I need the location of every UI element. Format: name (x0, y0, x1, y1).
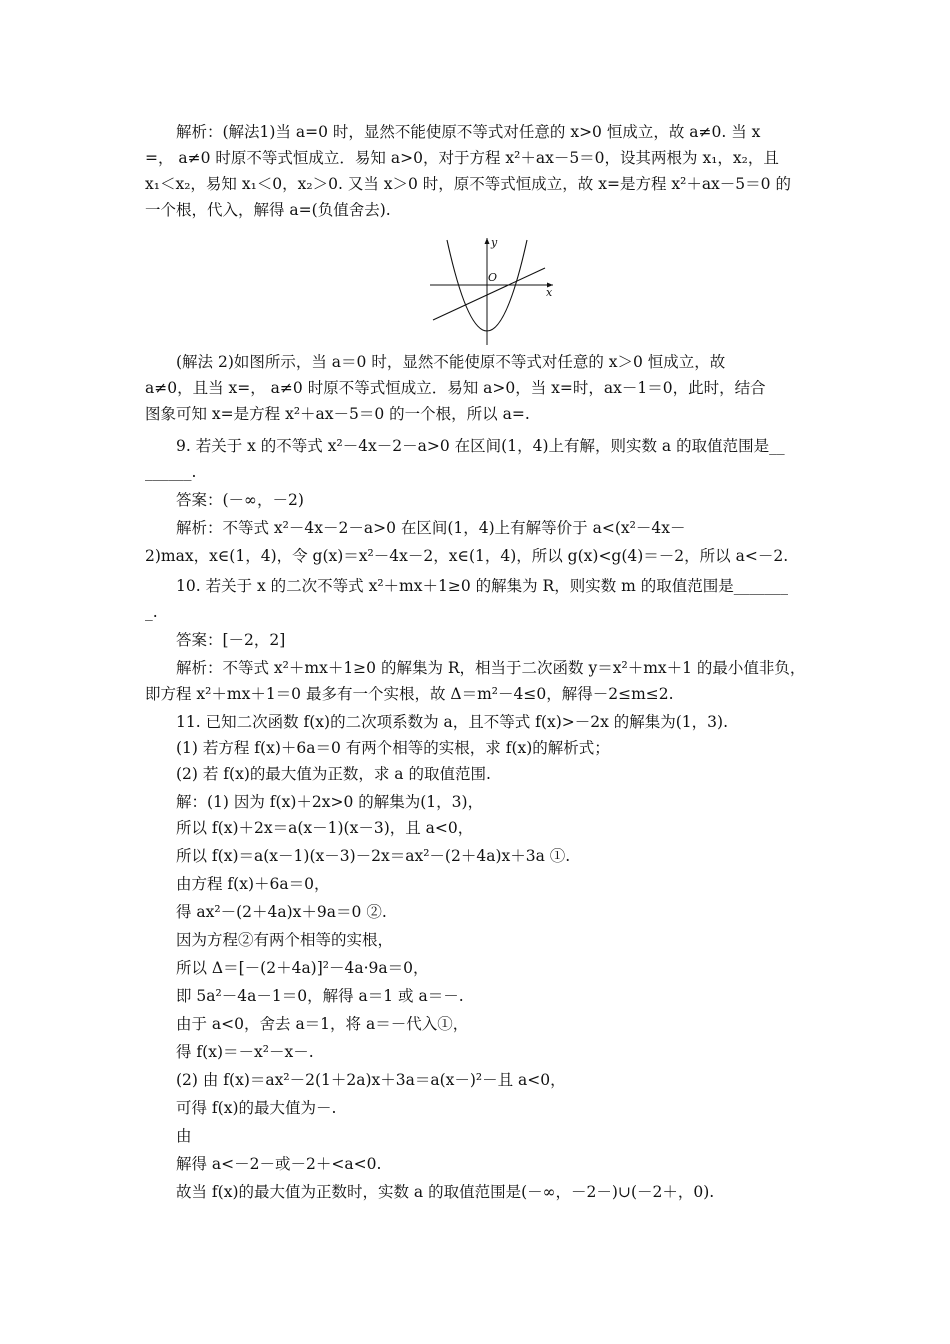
answer-9: 答案：(－∞，－2) (176, 491, 304, 509)
text-line: 解析：不等式 x²＋mx＋1≥0 的解集为 R，相当于二次函数 y＝x²＋mx＋1 的最小值非负， (176, 659, 806, 677)
text-line: =， a≠0 时原不等式恒成立．易知 a>0，对于方程 x²＋ax－5＝0，设其两根为 x₁，x₂，且 (145, 149, 779, 167)
text-line: 得 f(x)＝－x²－x－. (176, 1043, 314, 1061)
text-line: 解得 a<－2－或－2＋<a<0. (176, 1155, 382, 1173)
origin-label: O (488, 271, 498, 284)
text-line: 即方程 x²＋mx＋1＝0 最多有一个实根，故 Δ＝m²－4≤0，解得－2≤m≤2. (145, 685, 674, 703)
text-line: 即 5a²－4a－1＝0，解得 a＝1 或 a＝－. (176, 987, 464, 1005)
answer-10: 答案：[－2，2] (176, 631, 286, 649)
text-line: 由于 a<0，舍去 a＝1，将 a＝－代入①， (176, 1015, 469, 1033)
text-line: _. (145, 603, 158, 621)
text-line: 可得 f(x)的最大值为－. (176, 1099, 337, 1117)
text-line: 所以 f(x)＋2x＝a(x－1)(x－3)，且 a<0， (176, 819, 474, 837)
question-11: 11. 已知二次函数 f(x)的二次项系数为 a，且不等式 f(x)>－2x 的解集为(1，3). (176, 713, 729, 731)
text-line: 解：(1) 因为 f(x)＋2x>0 的解集为(1，3)， (176, 793, 484, 811)
x-axis-label: x (546, 286, 553, 299)
text-line: (1) 若方程 f(x)＋6a＝0 有两个相等的实根，求 f(x)的解析式； (176, 739, 610, 757)
text-line: 由 (176, 1127, 192, 1145)
text-line: 解析：不等式 x²－4x－2－a>0 在区间(1，4)上有解等价于 a<(x²－4x－ (176, 519, 686, 537)
question-10: 10. 若关于 x 的二次不等式 x²＋mx＋1≥0 的解集为 R，则实数 m 的取值范围是_______ (176, 577, 789, 595)
text-line: a≠0，且当 x=， a≠0 时原不等式恒成立．易知 a>0，当 x=时，ax－1＝0，此时，结合 (145, 379, 766, 397)
text-line: x₁＜x₂，易知 x₁＜0，x₂＞0. 又当 x＞0 时，原不等式恒成立，故 x=是方程 x²＋ax－5＝0 的 (145, 175, 791, 193)
text-line: 一个根，代入，解得 a=(负值舍去). (145, 201, 391, 219)
text-line: 图象可知 x=是方程 x²＋ax－5＝0 的一个根，所以 a=. (145, 405, 530, 423)
text-line: 故当 f(x)的最大值为正数时，实数 a 的取值范围是(－∞，－2－)∪(－2＋，0). (176, 1183, 715, 1201)
text-line: 2)max，x∈(1，4)，令 g(x)＝x²－4x－2，x∈(1，4)，所以 g(x)<g(4)＝－2，所以 a<－2. (145, 547, 789, 565)
text-line: 所以 f(x)＝a(x－1)(x－3)－2x＝ax²－(2＋4a)x＋3a ①. (176, 847, 571, 865)
text-line: 得 ax²－(2＋4a)x＋9a＝0 ②. (176, 903, 387, 921)
parabola-line-graph (425, 232, 560, 347)
text-line: 因为方程②有两个相等的实根， (176, 931, 394, 949)
question-9: 9. 若关于 x 的不等式 x²－4x－2－a>0 在区间(1，4)上有解，则实数 a 的取值范围是__ (176, 437, 785, 455)
text-line: 由方程 f(x)＋6a＝0， (176, 875, 330, 893)
text-line: (解法 2)如图所示，当 a＝0 时，显然不能使原不等式对任意的 x＞0 恒成立，故 (176, 353, 726, 371)
text-line: 解析：(解法1)当 a=0 时，显然不能使原不等式对任意的 x>0 恒成立，故 a≠0. 当 x (176, 123, 761, 141)
text-line: (2) 若 f(x)的最大值为正数，求 a 的取值范围. (176, 765, 491, 783)
text-line: (2) 由 f(x)＝ax²－2(1＋2a)x＋3a＝a(x－)²－且 a<0， (176, 1071, 566, 1089)
y-axis-label: y (491, 236, 498, 249)
text-line: ______. (145, 463, 197, 481)
text-line: 所以 Δ＝[－(2＋4a)]²－4a·9a＝0， (176, 959, 429, 977)
